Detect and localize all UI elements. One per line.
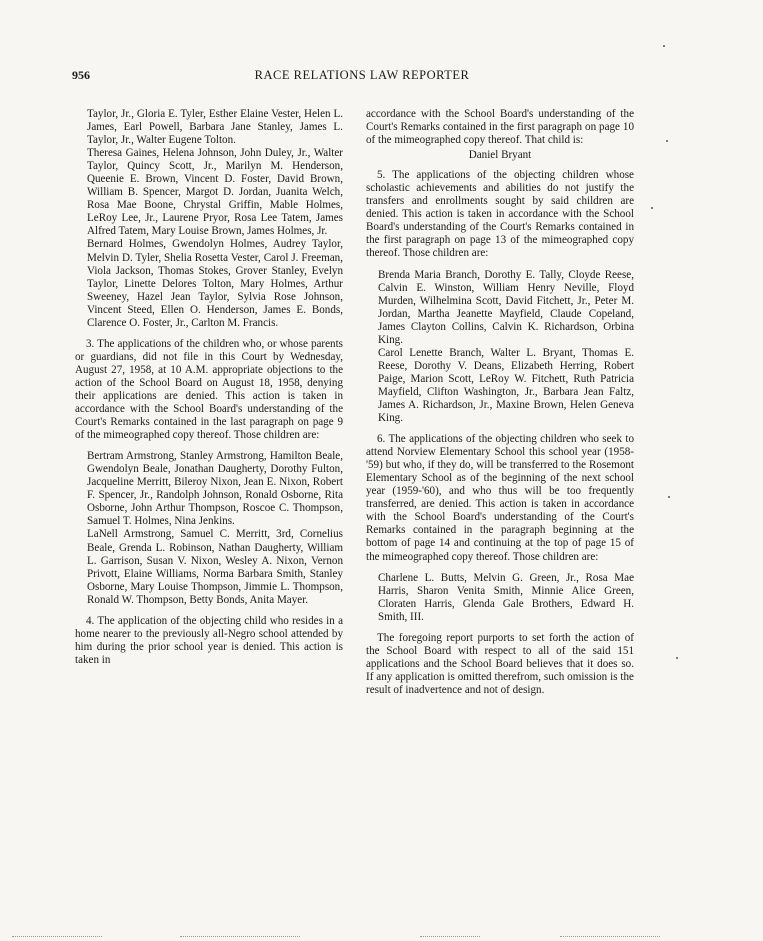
name-list: Taylor, Jr., Gloria E. Tyler, Esther Elaine Vester, Helen L. James, Earl Powell, Barbara Jane Stanley, James L. Taylor, Jr., Walter Eugene Tolton. [87, 108, 343, 147]
scan-footer-rule [180, 936, 300, 937]
name-list: Bernard Holmes, Gwendolyn Holmes, Audrey Taylor, Melvin D. Tyler, Shelia Rosetta Vester, Carol J. Freeman, Viola Jackson, Thomas Stokes, Grover Stanley, Evelyn Taylor, Linette Delores Tolton, Mary Holmes, Arthur Sweeney, Hazel Jean Taylor, Sylvia Rose Johnson, Vincent Steed, Ellen O. Henderson, James E. Bonds, Clarence O. Foster, Jr., Carlton M. Francis. [87, 238, 343, 329]
closing-paragraph: The foregoing report purports to set forth the action of the School Board with respect to all of the said 151 applications and the School Board believes that it does so. If any application is omitted therefrom, such omission is the result of inadvertence and not of design. [366, 631, 634, 696]
scan-speck [676, 657, 678, 659]
right-column [366, 108, 634, 697]
running-title: RACE RELATIONS LAW REPORTER [254, 68, 470, 82]
name-list: LaNell Armstrong, Samuel C. Merritt, 3rd, Cornelius Beale, Grenda L. Robinson, Nathan Daugherty, William L. Garrison, Susan V. Nixon, Wesley A. Nixon, Vernon Privott, Elaine Williams, Norma Barbara Smith, Stanley Osborne, Mary Louise Thompson, Jimmie L. Thompson, Ronald W. Thompson, Betty Bonds, Anita Mayer. [87, 528, 343, 606]
paragraph-4-continued: accordance with the School Board's understanding of the Court's Remarks contained in the first paragraph on page 10 of the mimeographed copy thereof. That child is: [366, 108, 634, 147]
name-list: Brenda Maria Branch, Dorothy E. Tally, Cloyde Reese, Calvin E. Winston, William Henry Neville, Floyd Murden, Wilhelmina Scott, David Fitchett, Jr., Peter M. Jordan, Martha Jeanette Mayfield, Claude Copeland, James Clayton Collins, Calvin K. Richardson, Orbina King. [378, 268, 634, 346]
paragraph-3: 3. The applications of the children who, or whose parents or guardians, did not file in this Court by Wednesday, August 27, 1958, at 10 A.M. appropriate objections to the action of the School Board on August 18, 1958, denying their applications are denied. This action is taken in accordance with the School Board's understanding of the Court's Remarks contained in the last paragraph on page 9 of the mimeographed copy thereof. Those children are: [75, 337, 343, 442]
page-header [72, 68, 652, 84]
name-list: Charlene L. Butts, Melvin G. Green, Jr., Rosa Mae Harris, Sharon Venita Smith, Minnie Alice Green, Cloraten Harris, Glenda Gale Brothers, Edward H. Smith, III. [378, 571, 634, 623]
scan-speck [668, 496, 670, 498]
name-list: Carol Lenette Branch, Walter L. Bryant, Thomas E. Reese, Dorothy V. Deans, Elizabeth Herring, Robert Paige, Marion Scott, LeRoy W. Fitchett, Ruth Patricia Mayfield, Clifton Washington, Jr., Barbara Jean Faltz, James A. Richardson, Jr., Maxine Brown, Helen Geneva King. [378, 346, 634, 425]
name-list: Bertram Armstrong, Stanley Armstrong, Hamilton Beale, Gwendolyn Beale, Jonathan Daugherty, Dorothy Fulton, Jacqueline Merritt, Bileroy Nixon, Jean E. Nixon, Robert F. Spencer, Jr., Randolph Johnson, Ronald Osborne, Rita Osborne, John Arthur Thompson, Roscoe C. Thompson, Samuel T. Holmes, Nina Jenkins. [87, 450, 343, 528]
paragraph-5: 5. The applications of the objecting children whose scholastic achievements and abilities do not justify the transfers and enrollments sought by said children are denied. This action is taken in accordance with the School Board's understanding of the Court's Remarks contained in the first paragraph on page 13 of the mimeographed copy thereof. Those children are: [366, 169, 634, 260]
page-number: 956 [72, 68, 90, 82]
scan-footer-rule [560, 936, 660, 937]
paragraph-4: 4. The application of the objecting child who resides in a home nearer to the previously all-Negro school attended by him during the prior school year is denied. This action is taken in [75, 614, 343, 666]
name-list: Theresa Gaines, Helena Johnson, John Duley, Jr., Walter Taylor, Quincy Scott, Jr., Marilyn M. Henderson, Queenie E. Brown, Vincent D. Foster, David Brown, William B. Spencer, Margot D. Jordan, Juanita Welch, Rosa Mae Boone, Chrystal Griffin, Mable Holmes, LeRoy Lee, Jr., Laurene Pryor, Rosa Lee Tatem, James Alfred Tatem, Mary Louise Brown, James Holmes, Jr. [87, 147, 343, 238]
scan-speck [651, 207, 653, 209]
paragraph-6: 6. The applications of the objecting children who seek to attend Norview Elementary School this school year (1958-'59) but who, if they do, will be transferred to the Rosemont Elementary School as of the beginning of the next school year (1959-'60), and who thus will be too frequently transferred, are denied. This action is taken in accordance with the School Board's understanding of the Court's Remarks contained in the paragraph beginning at the bottom of page 14 and continuing at the top of page 15 of the mimeographed copy thereof. Those children are: [366, 433, 634, 563]
scan-footer-rule [420, 936, 480, 937]
scan-speck [666, 140, 668, 142]
single-name: Daniel Bryant [468, 149, 532, 162]
left-column [75, 108, 343, 667]
scan-speck [663, 45, 665, 47]
scan-footer-rule [12, 936, 102, 937]
